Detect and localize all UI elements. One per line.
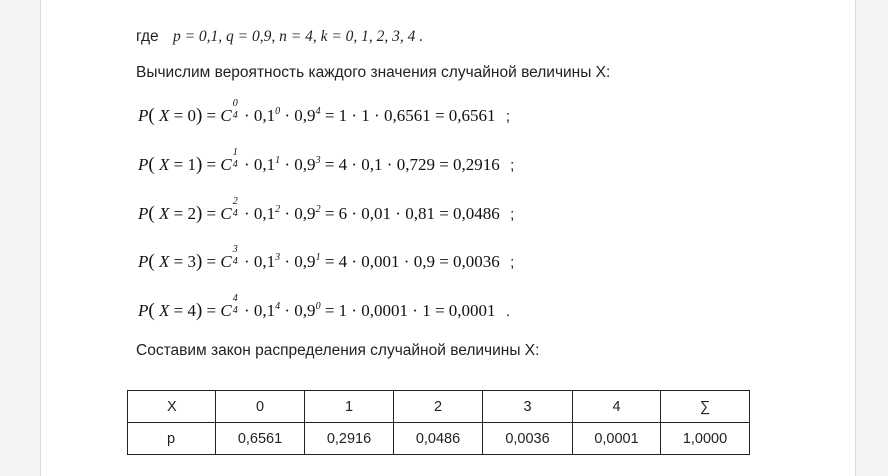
table-cell: 4 (573, 391, 661, 423)
table-cell: 1,0000 (661, 423, 750, 455)
parameters-line (136, 28, 423, 46)
where-word: где (136, 28, 159, 45)
eq-k: 0 (187, 106, 196, 125)
table-cell: 0 (216, 391, 305, 423)
probability-equation-1: P( X = 1) = C 1 4 · $0,1^1 \cdot 0,9^3 = 4 \cdot 0,1 \cdot 0,729 = 0,2916$ ; (138, 147, 515, 175)
table-cell: 0,0486 (394, 423, 483, 455)
table-cell: 2 (394, 391, 483, 423)
table-cell: 0,0036 (483, 423, 573, 455)
eq-rhs: = 6 · 0,01 · 0,81 = 0,0486 (324, 204, 500, 223)
table-cell: 0,6561 (216, 423, 305, 455)
table-cell: ∑ (661, 391, 750, 423)
compute-heading: Вычислим вероятность каждого значения случайной величины Х: (136, 64, 611, 81)
table-cell: р (128, 423, 216, 455)
table-cell: 0,2916 (305, 423, 394, 455)
eq-k: 1 (187, 155, 196, 174)
eq-rhs: = 1 · 0,0001 · 1 = 0,0001 (324, 301, 496, 320)
eq-rhs: = 1 · 1 · 0,6561 = 0,6561 (324, 106, 496, 125)
distribution-table (127, 390, 750, 455)
eq-rhs: = 4 · 0,1 · 0,729 = 0,2916 (324, 155, 500, 174)
table-cell: 0,0001 (573, 423, 661, 455)
document-page (40, 0, 856, 476)
probability-equation-4: P( X = 4) = C 4 4 · $0,1^4 \cdot 0,9^0 = 1 \cdot 0,0001 \cdot 1 = 0,0001$ . (138, 293, 510, 321)
eq-k: 4 (187, 301, 196, 320)
eq-k: 2 (187, 204, 196, 223)
probability-equation-3: P( X = 3) = C 3 4 · $0,1^3 \cdot 0,9^1 = 4 \cdot 0,001 \cdot 0,9 = 0,0036$ ; (138, 244, 515, 272)
probability-equation-2: P( X = 2) = C 2 4 · $0,1^2 \cdot 0,9^2 = 6 \cdot 0,01 \cdot 0,81 = 0,0486$ ; (138, 196, 515, 224)
table-row-x (128, 391, 750, 423)
parameters-values: p = 0,1, q = 0,9, n = 4, k = 0, 1, 2, 3, 4 . (172, 28, 424, 45)
probability-equation-0: P( X = 0) = C 0 4 · $0,1^0 \cdot 0,9^4 = 1 \cdot 1 \cdot 0,6561 = 0,6561$ ; (138, 98, 510, 126)
eq-rhs: = 4 · 0,001 · 0,9 = 0,0036 (324, 252, 500, 271)
table-cell: 3 (483, 391, 573, 423)
table-row-p (128, 423, 750, 455)
table-cell: 1 (305, 391, 394, 423)
distribution-law-heading: Составим закон распределения случайной величины Х: (136, 342, 540, 359)
eq-k: 3 (187, 252, 196, 271)
table-cell: Х (128, 391, 216, 423)
